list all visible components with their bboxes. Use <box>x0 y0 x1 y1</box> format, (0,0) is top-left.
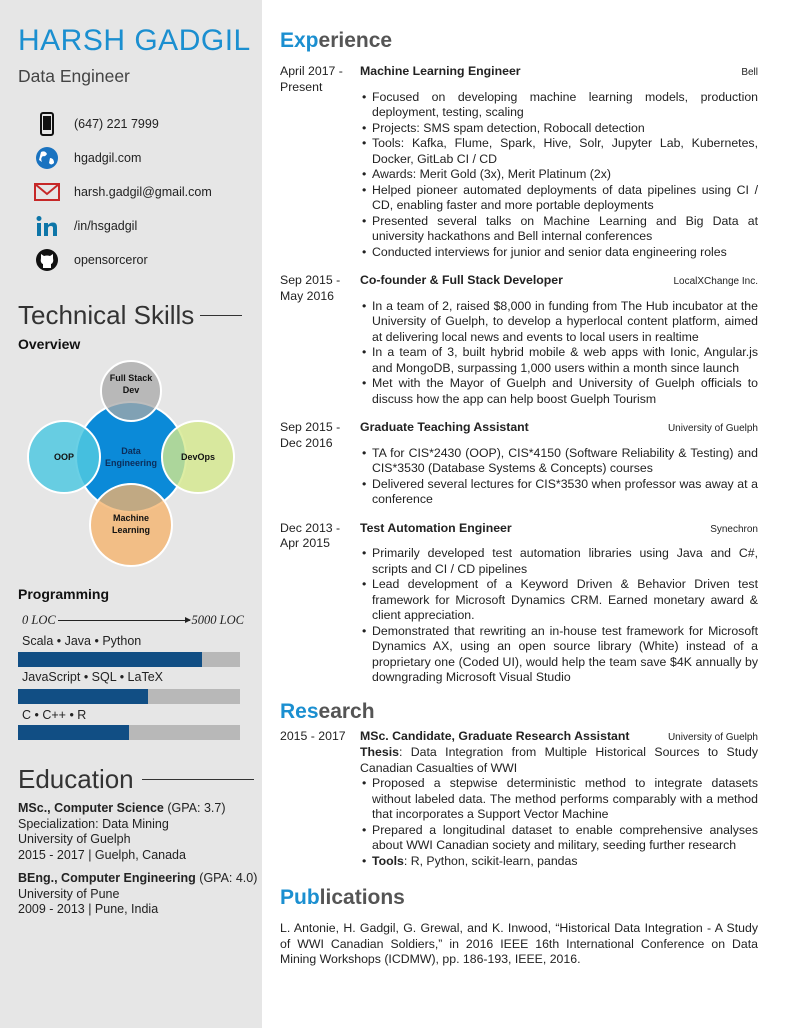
technical-skills-heading <box>18 300 242 331</box>
education-entry <box>18 871 258 918</box>
education-entry <box>18 801 258 863</box>
degree: BEng., Computer Engineering <box>18 871 196 885</box>
language-level-bar <box>18 725 240 740</box>
entry-org: Bell <box>741 67 758 78</box>
role: Data Engineer <box>18 66 130 86</box>
contact-email[interactable] <box>34 180 212 204</box>
language-level-bar <box>18 652 240 667</box>
linkedin-link[interactable]: /in/hsgadgil <box>74 219 138 233</box>
github-link[interactable]: opensorceror <box>74 253 148 267</box>
heading-accent: Pub <box>280 886 320 909</box>
bullet: • Delivered several lectures for CIS*3530 when professor was away at a conference <box>360 477 758 508</box>
degree: MSc., Computer Science <box>18 801 164 815</box>
venn-label-line: Dev <box>122 385 140 395</box>
language-group-label: C • C++ • R <box>22 708 87 722</box>
contact-phone <box>34 112 159 136</box>
education-title: Education <box>18 764 134 794</box>
entry-title: Test Automation Engineer <box>360 520 512 535</box>
mail-icon <box>34 180 60 204</box>
bullet: • Demonstrated that rewriting an in-house test framework for Microsoft Dynamics AX, using an open source library (White) instead of a proprietary one (Coded UI), would help the team save $4K annually by downgrading Microsoft Visual Studio <box>360 624 758 686</box>
scale-min: 0 LOC <box>22 613 56 627</box>
bullet: • Awards: Merit Gold (3x), Merit Platinum (2x) <box>360 167 758 183</box>
experience-heading <box>280 28 758 54</box>
entry-date: Sep 2015 - May 2016 <box>280 273 341 303</box>
venn-left-label: OOP <box>53 452 75 462</box>
dates-location: 2009 - 2013 | Pune, India <box>18 902 159 916</box>
bullet: • Presented several talks on Machine Learning and Big Data at university hackathons and Bell internal conferences <box>360 214 758 245</box>
experience-entry <box>280 521 758 686</box>
arrow-icon <box>58 620 190 621</box>
bullet <box>360 854 758 870</box>
dates-location: 2015 - 2017 | Guelph, Canada <box>18 847 186 862</box>
sidebar <box>0 0 262 1028</box>
bullet: • In a team of 3, built hybrid mobile & web apps with Ionic, Angular.js and MongoDB, surpassing 1,000 users within a month since launch <box>360 345 758 376</box>
website-link[interactable]: hgadgil.com <box>74 151 142 165</box>
bullet: • TA for CIS*2430 (OOP), CIS*4150 (Software Reliability & Testing) and CIS*3530 (Database Systems & Concepts) courses <box>360 446 758 477</box>
contact-github[interactable] <box>34 248 148 272</box>
heading-rest: lications <box>319 886 405 909</box>
heading-accent: Exp <box>280 29 319 52</box>
experience-list <box>280 64 758 686</box>
divider <box>142 779 254 780</box>
entry-org: University of Guelph <box>667 731 758 743</box>
education-list <box>18 801 258 926</box>
school: University of Pune <box>18 886 120 901</box>
publication-citation: L. Antonie, H. Gadgil, G. Grewal, and K. Inwood, “Historical Data Integration - A Study of WWI Canadian Soldiers,” in 2016 IEEE 16th International Conference on Data Mining Workshops (ICDMW), pp. 186-193, IEEE, 2016. <box>280 921 758 966</box>
thesis-label: Thesis <box>360 745 399 759</box>
heading-accent: Res <box>280 699 319 723</box>
tools-label: Tools <box>372 853 404 868</box>
tools-text: : R, Python, scikit-learn, pandas <box>403 853 578 868</box>
skills-venn-diagram <box>0 355 262 575</box>
programming-heading: Programming <box>18 586 110 602</box>
contact-website[interactable] <box>34 146 141 170</box>
entry-date: Sep 2015 - Dec 2016 <box>280 420 341 450</box>
venn-right-label: DevOps <box>180 452 216 462</box>
thesis <box>360 745 758 776</box>
research-heading <box>280 699 758 725</box>
education-heading <box>18 764 254 795</box>
main-content <box>280 28 758 968</box>
entry-date: 2015 - 2017 <box>280 728 346 743</box>
bullet: • Tools: Kafka, Flume, Spark, Hive, Solr, Jupyter Lab, Kubernetes, Docker, GitLab CI / CD <box>360 136 758 167</box>
experience-entry <box>280 420 758 508</box>
phone-text: (647) 221 7999 <box>74 117 159 131</box>
bullet: • Conducted interviews for junior and senior data engineering roles <box>360 245 758 261</box>
venn-bottom-label-text: Machine <box>112 513 150 523</box>
loc-scale <box>22 613 244 628</box>
entry-org: Synechron <box>710 523 758 535</box>
heading-rest: erience <box>318 29 393 52</box>
language-level-bar <box>18 689 240 704</box>
experience-entry <box>280 273 758 407</box>
entry-title: Graduate Teaching Assistant <box>360 420 529 434</box>
bullet: • Met with the Mayor of Guelph and University of Guelph officials to discuss how the app can help boost Guelph Tourism <box>360 376 758 407</box>
bar-fill <box>18 689 148 704</box>
publications-heading <box>280 885 758 911</box>
divider <box>200 315 242 316</box>
bullet: • Helped pioneer automated deployments of data pipelines using CI / CD, enabling faster and more portable deployments <box>360 183 758 214</box>
gpa: (GPA: 4.0) <box>199 871 258 885</box>
bullet: • Primarily developed test automation libraries using Java and C#, scripts and CI / CD pipelines <box>360 546 758 577</box>
overview-heading: Overview <box>18 336 81 352</box>
bar-fill <box>18 725 129 740</box>
bar-fill <box>18 652 202 667</box>
entry-title: Co-founder & Full Stack Developer <box>360 273 563 287</box>
globe-icon <box>34 146 60 170</box>
entry-title: Machine Learning Engineer <box>360 64 521 78</box>
entry-date: Dec 2013 - Apr 2015 <box>280 520 341 550</box>
bullet: • Projects: SMS spam detection, Robocall detection <box>360 121 758 137</box>
entry-date: April 2017 - Present <box>280 64 343 94</box>
bullet: • Prepared a longitudinal dataset to enable comprehensive analyses about WWI Canadian society and military, seeding further research <box>360 823 758 854</box>
venn-label-line: Engineering <box>104 458 158 468</box>
gpa: (GPA: 3.7) <box>167 801 226 815</box>
entry-org: University of Guelph <box>667 423 758 434</box>
entry-title: MSc. Candidate, Graduate Research Assistant <box>360 728 630 743</box>
heading-rest: earch <box>318 699 375 723</box>
language-group-label: JavaScript • SQL • LaTeX <box>22 670 163 684</box>
contact-linkedin[interactable] <box>34 214 137 238</box>
bullet: • Focused on developing machine learning models, production deployment, testing, scaling <box>360 90 758 121</box>
thesis-text: : Data Integration from Multiple Historical Sources to Study Canadian Casualties of WWI <box>360 745 758 775</box>
scale-max: 5000 LOC <box>191 613 244 627</box>
phone-icon <box>34 112 60 136</box>
bullet: • Lead development of a Keyword Driven & Behavior Driven test framework for Microsoft Dynamics CRM. Earned monetary award & client appreciation. <box>360 577 758 624</box>
bullet: • Proposed a stepwise deterministic method to integrate datasets without labeled data. The method performs comparably with a method that incorporates a Support Vector Machine <box>360 776 758 823</box>
venn-label-line: Learning <box>111 525 151 535</box>
name: HARSH GADGIL <box>18 24 251 57</box>
linkedin-icon <box>34 214 60 238</box>
school: University of Guelph <box>18 832 131 846</box>
bullet: • In a team of 2, raised $8,000 in funding from The Hub incubator at the University of Guelph, to develop a hyperlocal content platform, aimed at delivering local news and events to local users in realtime <box>360 299 758 346</box>
venn-top-label-text: Full Stack <box>109 373 153 383</box>
email-link[interactable]: harsh.gadgil@gmail.com <box>74 185 212 199</box>
experience-entry <box>280 64 758 260</box>
technical-skills-title: Technical Skills <box>18 300 195 330</box>
specialization: Specialization: Data Mining <box>18 816 169 831</box>
research-entry <box>280 729 758 870</box>
entry-org: LocalXChange Inc. <box>673 276 758 287</box>
venn-center-label-text: Data <box>121 446 141 456</box>
language-group-label: Scala • Java • Python <box>22 634 142 648</box>
github-icon <box>34 248 60 272</box>
